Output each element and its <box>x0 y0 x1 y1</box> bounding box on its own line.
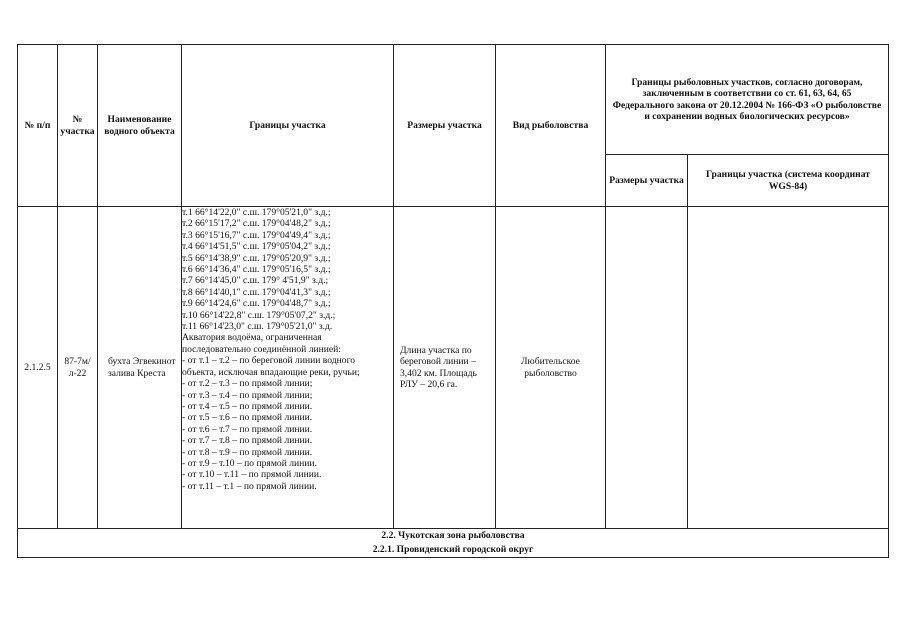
header-plot-num: № участка <box>58 45 98 207</box>
header-water-body: Наименование водного объекта <box>98 45 182 207</box>
boundary-line: - от т.10 – т.11 – по прямой линии. <box>182 469 322 481</box>
boundary-line: т.6 66°14'36,4" с.ш. 179°05'16,5" з.д.; <box>182 264 331 276</box>
district-title: 2.2.1. Провиденский городской округ <box>372 544 534 555</box>
header-fishing-type: Вид рыболовства <box>496 45 606 207</box>
boundary-line: - от т.6 – т.7 – по прямой линии. <box>182 423 313 435</box>
boundary-line: - от т.4 – т.5 – по прямой линии. <box>182 400 313 412</box>
header-contract-group: Границы рыболовных участков, согласно договорам, заключенным в соответствии со ст. 61, 63, 64, 65 Федерального закона от 20.12.2004 № 166-ФЗ «О рыболовстве и сохранении водных биологических ресурсов» <box>606 45 889 155</box>
boundary-line: т.7 66°14'45,0" с.ш. 179° 4'51,9" з.д.; <box>182 275 329 287</box>
header-row-top <box>18 45 889 155</box>
boundary-lines <box>182 207 393 492</box>
boundary-line: последовательно соединённой линией: <box>182 343 341 355</box>
row-boundaries <box>182 207 394 529</box>
zone-title: 2.2. Чукотская зона рыболовства <box>381 530 525 541</box>
boundary-line: - от т.3 – т.4 – по прямой линии; <box>182 389 313 401</box>
table-row <box>18 207 889 529</box>
row-size: Длина участка по береговой линии – 3,402 км. Площадь РЛУ – 20,6 га. <box>394 207 496 529</box>
boundary-line: т.4 66°14'51,5" с.ш. 179°05'04,2" з.д.; <box>182 241 331 253</box>
boundary-line: - от т.8 – т.9 – по прямой линии. <box>182 446 313 458</box>
header-contract-boundaries: Границы участка (система координат WGS-84) <box>688 155 889 207</box>
boundary-line: т.10 66°14'22,8" с.ш. 179°05'07,2" з.д.; <box>182 309 336 321</box>
boundary-line: т.8 66°14'40,1" с.ш. 179°04'41,3" з.д.; <box>182 286 331 298</box>
row-plot-num: 87-7м/л-22 <box>58 207 98 529</box>
boundary-line: т.11 66°14'23,0" с.ш. 179°05'21,0" з.д. <box>182 321 333 333</box>
header-boundaries: Границы участка <box>182 45 394 207</box>
header-num: № п/п <box>18 45 58 207</box>
boundary-line: - от т.5 – т.6 – по прямой линии. <box>182 412 313 424</box>
boundary-line: - от т.1 – т.2 – по береговой линии водного <box>182 355 356 367</box>
row-contract-boundaries <box>688 207 889 529</box>
boundary-line: т.9 66°14'24,6" с.ш. 179°04'48,7" з.д.; <box>182 298 331 310</box>
boundary-line: т.3 66°15'16,7" с.ш. 179°04'49,4" з.д.; <box>182 229 331 241</box>
row-num: 2.1.2.5 <box>18 207 58 529</box>
fishing-plots-table <box>17 44 889 558</box>
boundary-line: - от т.9 – т.10 – по прямой линии. <box>182 457 317 469</box>
header-size: Размеры участка <box>394 45 496 207</box>
boundary-line: - от т.2 – т.3 – по прямой линии; <box>182 378 313 390</box>
row-water-body: бухта Эгвекинот залива Креста <box>98 207 182 529</box>
boundary-line: т.1 66°14'22,0" с.ш. 179°05'21,0" з.д.; <box>182 207 331 218</box>
boundary-line: - от т.7 – т.8 – по прямой линии. <box>182 435 313 447</box>
section-header <box>18 529 889 558</box>
row-contract-size <box>606 207 688 529</box>
section-row <box>18 529 889 558</box>
boundary-line: - от т.11 – т.1 – по прямой линии. <box>182 480 317 492</box>
boundary-line: т.5 66°14'38,9" с.ш. 179°05'20,9" з.д.; <box>182 252 331 264</box>
header-contract-size: Размеры участка <box>606 155 688 207</box>
row-fishing-type: Любительское рыболовство <box>496 207 606 529</box>
boundary-line: объекта, исключая впадающие реки, ручьи; <box>182 366 360 378</box>
boundary-line: т.2 66°15'17,2" с.ш. 179°04'48,2" з.д.; <box>182 218 331 230</box>
boundary-line: Акватория водоёма, ограниченная <box>182 332 322 344</box>
